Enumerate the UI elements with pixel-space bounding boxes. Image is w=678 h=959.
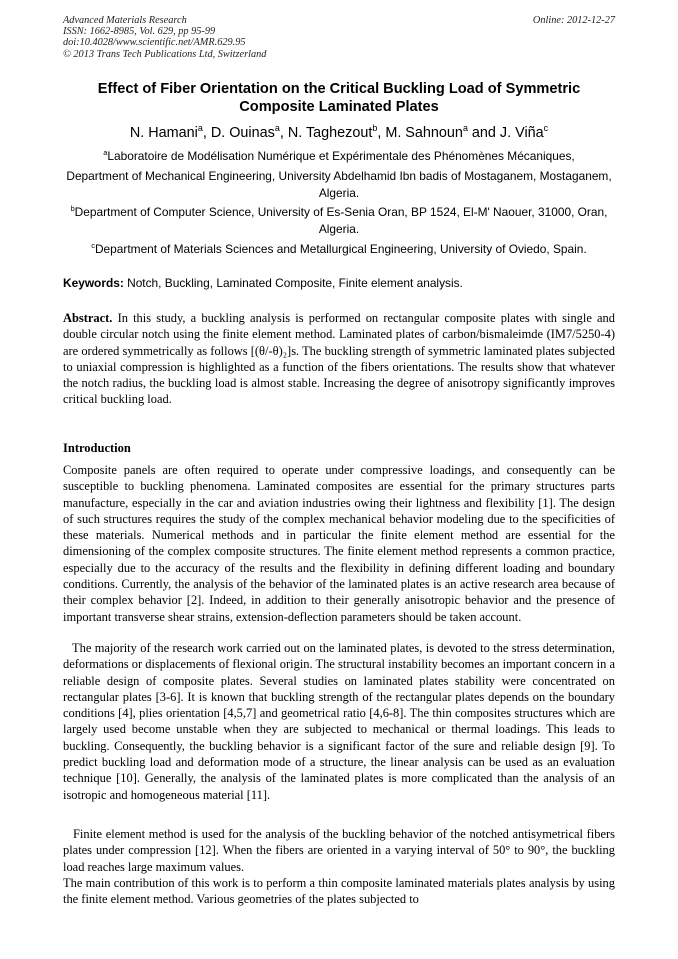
author: N. Hamani	[129, 125, 198, 141]
author-sup: b	[372, 123, 378, 134]
journal-name: Advanced Materials Research	[63, 15, 187, 26]
publication-header	[63, 15, 615, 60]
issn: ISSN: 1662-8985, Vol. 629, pp 95-99	[63, 26, 216, 38]
paper-title: Effect of Fiber Orientation on the Critical Buckling Load of Symmetric Composite Laminated Plates	[97, 81, 581, 115]
author: M. Sahnoun	[385, 125, 463, 141]
doi: doi:10.4028/www.scientific.net/AMR.629.95	[63, 37, 246, 49]
affiliation-b: $^b$Department of Computer Science, University of Es-Senia Oran, BP 1524, El-M' Naouer, 31000, Oran, Algeria.	[70, 204, 608, 236]
keywords-text: Notch, Buckling, Laminated Composite, Finite element analysis.	[127, 276, 463, 290]
author-sup: a	[197, 123, 203, 134]
author-list: N. Hamani$^a$, D. Ouinas$^a$, N. Taghezout$^b$, M. Sahnoun$^a$ and J. Viña$^c$	[129, 123, 549, 141]
affiliation-a: $^a$Laboratoire de Modélisation Numérique et Expérimentale des Phénomènes Mécaniques, Department of Mechanical Engineering, University Abdelhamid Ibn badis of Mostaganem, Mostaganem, Algeria.	[66, 148, 612, 200]
abstract-label: Abstract.	[63, 311, 113, 325]
keywords-label: Keywords:	[63, 276, 124, 290]
paragraph: Composite panels are often required to operate under compressive loadings, and consequently can be susceptible to buckling phenomena. Laminated composites are essential for the primary structures parts manufacture, especially in the car and aviation industries owing their lightness and flexibility [1]. The design of such structures requires the study of the complex mechanical behavior modeling due to the specificities of these materials. Numerical methods and in particular the finite element method are essential for the dimensioning of the complex composite structures. The finite element method represents a common practice, especially due to the accuracy of the results and the flexibility in defining different loading and boundary conditions. Currently, the analysis of the behavior of the laminated plates is an active research area because of their complex behavior [2]. Indeed, in addition to their generally anisotropic behavior and the presence of important transverse shear strains, extension-deflection parameters should be taken account.	[63, 463, 615, 624]
keywords	[63, 275, 615, 292]
author: J. Viña	[499, 125, 544, 141]
paragraph: Finite element method is used for the analysis of the buckling behavior of the notched antisymetrical fibers plates under compression [12]. When the fibers are oriented in a varying interval of 50° to 90°, the buckling load reaches large maximum values.	[63, 827, 615, 874]
affiliation-c: $^c$Department of Materials Sciences and Metallurgical Engineering, University of Oviedo, Spain.	[91, 241, 587, 256]
paragraph: The majority of the research work carried out on the laminated plates, is devoted to the stress determination, deformations or displacements of flexional origin. The structural instability becomes an important concern in a reliable design of composite plates. Several studies on laminated plates stability were concentrated on rectangular plates [3-6]. It is known that buckling strength of the rectangular plates depends on the boundary conditions [4], plies orientation [4,5,7] and geometrical ratio [4,6-8]. The thin composites structures which are largely used become unstable when they are subjected to mechanical or thermal loadings. This leads to buckling. Consequently, the buckling behavior is a significant factor of the sure and reliable design [9]. To predict buckling load and deformation mode of a structure, the linear analysis can be used as an evaluation technique [10]. Generally, the analysis of the laminated plates is more complicated than the analysis of an isotropic and homogeneous material [11].	[63, 641, 615, 802]
copyright: © 2013 Trans Tech Publications Ltd, Switzerland	[63, 48, 267, 60]
abstract	[63, 310, 615, 408]
abstract-text: In this study, a buckling analysis is performed on rectangular composite plates with single and double circular notch using the finite element method. Laminated plates of carbon/bismaleimde (IM7/5250-4) are ordered symmetrically as follows [(θ/-θ)₂]s. The buckling strength of symmetric laminated plates subjected to uniaxial compression is highlighted as a function of the fibers orientations. The results show that whatever the notch radius, the buckling load is almost stable. Increasing the degree of anisotropy significantly improves critical buckling load.	[63, 311, 615, 407]
author: N. Taghezout	[287, 125, 373, 141]
author: D. Ouinas	[210, 125, 275, 141]
paragraph: The main contribution of this work is to perform a thin composite laminated materials plates analysis by using the finite element method. Various geometries of the plates subjected to	[63, 876, 615, 907]
author-sup: a	[274, 123, 280, 134]
online-date: Online: 2012-12-27	[532, 15, 615, 26]
section-heading-introduction: Introduction	[63, 441, 131, 455]
author-sup: a	[462, 123, 468, 134]
author-sup: c	[543, 123, 549, 134]
